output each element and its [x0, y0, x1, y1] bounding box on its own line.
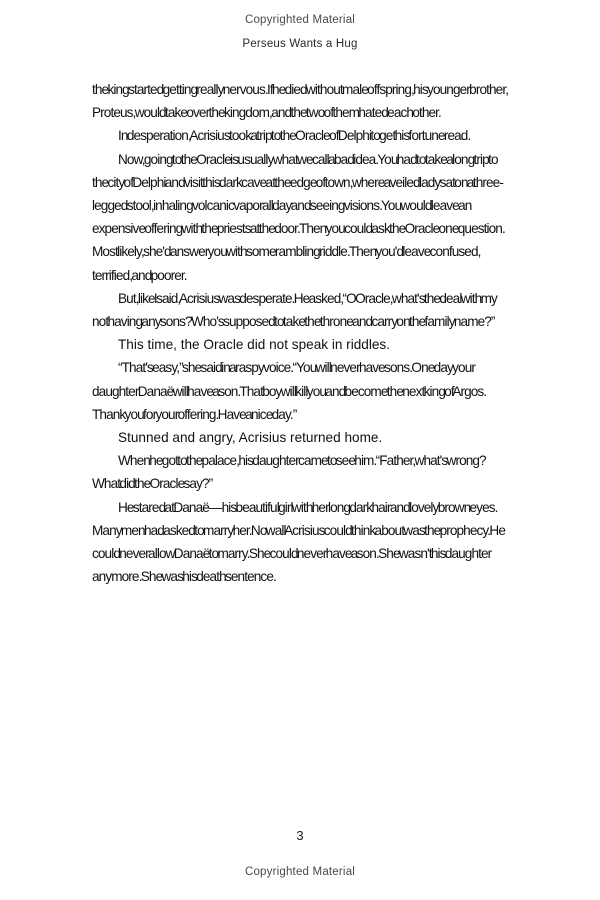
paragraph: This time, the Oracle did not speak in riddles.	[118, 337, 391, 353]
page-body-text	[92, 78, 510, 588]
running-head-chapter-title: Perseus Wants a Hug	[242, 38, 358, 50]
paragraph: “That's easy,” she said in a raspy voice. “You will never have sons. One day your daughter Danaë will have a son. That boy will kill you and become the next king of Argos. Thank you for your offering. Have a nice day.”	[92, 360, 487, 422]
paragraph: In desperation, Acrisius took a trip to the Oracle of Delphi to get his fortune read.	[118, 128, 471, 144]
paragraph: But, like I said, Acrisius was desperate. He asked, “O Oracle, what's the deal with my not having any sons? Who's supposed to take the throne and carry on the family name?”	[92, 290, 497, 330]
paragraph: When he got to the palace, his daughter came to see him. “Father, what's wrong? What did the Oracle say?”	[92, 453, 486, 492]
bottom-copyright-notice: Copyrighted Material	[244, 866, 356, 878]
paragraph: He stared at Danaë—his beautiful girl with her long dark hair and lovely brown eyes. Many men had asked to marry her. No wall Acrisius could think about was the prophecy. He could never allow Danaë to marry. She could never have a son. She wasn't his daughter anymore. She was his death sentence.	[92, 499, 506, 585]
top-copyright-notice: Copyrighted Material	[244, 14, 356, 26]
page-number: 3	[296, 828, 304, 843]
paragraph: Stunned and angry, Acrisius returned home.	[118, 430, 383, 446]
paragraph: the king started getting really nervous. If he died without male offspring, his younger brother, Proteus, would take over the kingdom, and the two of them hated each other.	[92, 82, 509, 121]
paragraph: Now, going to the Oracle is usually what we call a bad idea. You had to take a long trip to the city of Delphi and visit this dark cave at the edge of town, where a veiled lady sat on a three-legged stool, inhaling volcanic vapor all day and seeing visions. You would leave an expensive offering with the priests at the door. Then you could ask the Oracle one question. Most likely, she'd answer you with some rambling riddle. Then you'd leave confused, terrified, and poorer.	[92, 151, 505, 283]
